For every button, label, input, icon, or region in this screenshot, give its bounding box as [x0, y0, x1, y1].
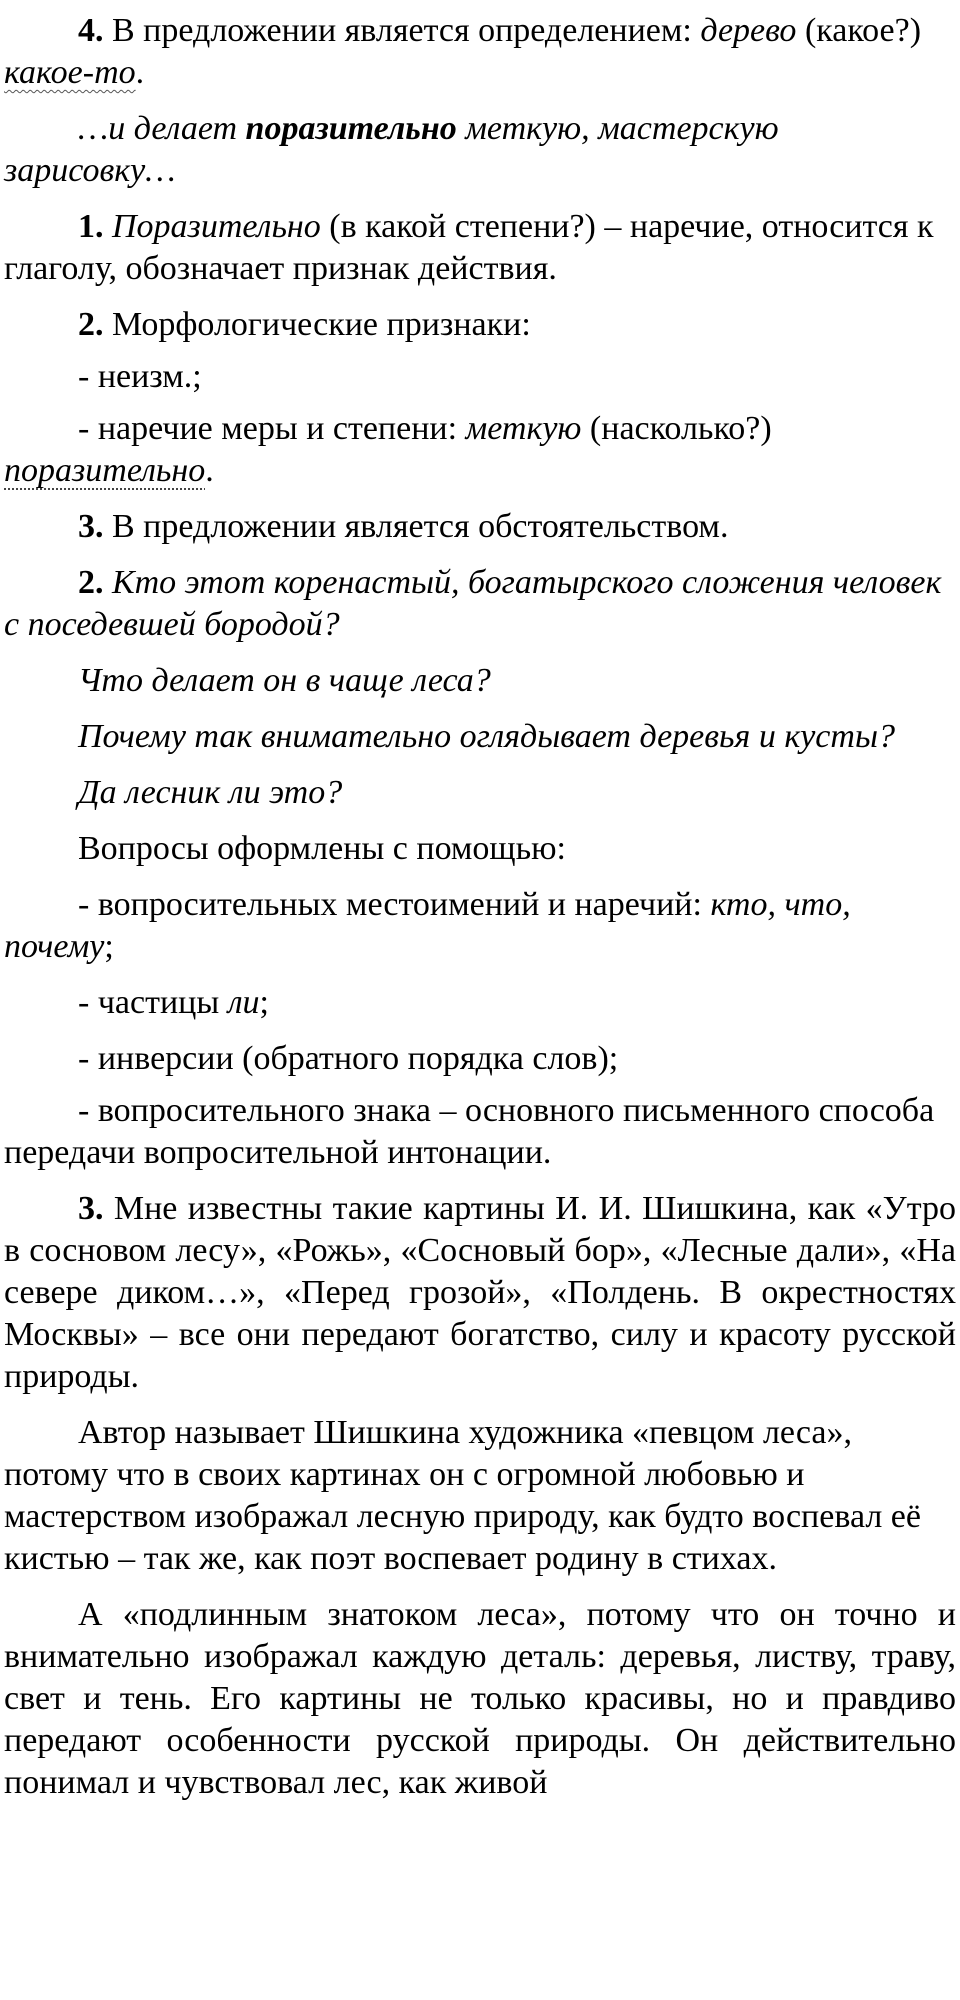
paragraph-3-paintings: [4, 1188, 956, 1398]
list-item-inversion: - инверсии (обратного порядка слов);: [78, 1040, 619, 1077]
paragraph-text: В предложении является определением:: [103, 12, 701, 49]
question-2: Что делает он в чаще леса?: [78, 662, 491, 699]
quote-sentence: [4, 108, 956, 192]
paragraph-forest-expert: А «подлинным знатоком леса», потому что он точно и внимательно изображал каждую деталь: деревья, листву, траву, свет и тень. Его картины не только красивы, но и правдиво передают особенности русской природы. Он действительно понимал и чувствовал лес, как живой: [4, 1596, 956, 1801]
paragraph-forest-singer: Автор называет Шишкина художника «певцом леса», потому что в своих картинах он с огромной любовью и мастерством изображал лесную природу, как будто воспевал её кистью – так же, как поэт воспевает родину в стихах.: [4, 1414, 921, 1577]
underlined-answer: какое-то: [4, 54, 136, 91]
list-item-pronouns: [4, 884, 956, 968]
list-item-adverb-degree: [4, 408, 956, 492]
question-1: [4, 562, 956, 646]
quote-pre: …и делает: [78, 110, 246, 147]
paragraph-4-definition: [4, 10, 956, 94]
example-word: дерево: [700, 12, 797, 49]
list-item-invariable: - неизм.;: [78, 358, 202, 395]
quote-bold-word: поразительно: [245, 110, 457, 147]
paragraph-text: - наречие меры и степени:: [78, 410, 466, 447]
paragraph-1-adverb: [4, 206, 956, 290]
example-word: ли: [227, 984, 260, 1021]
list-item-question-mark: - вопросительного знака – основного письменного способа передачи вопросительной интонации.: [4, 1092, 935, 1171]
example-word: меткую: [465, 410, 582, 447]
paragraph-text: - вопросительных местоимений и наречий:: [78, 886, 711, 923]
quote-post: меткую, мастерскую зарисовку…: [4, 110, 779, 189]
paragraph-text: Морфологические признаки:: [103, 306, 531, 343]
item-number: 4.: [78, 12, 104, 49]
punctuation: .: [205, 452, 214, 489]
paragraph-3-circumstance: [4, 506, 956, 548]
list-item-particle: [4, 982, 956, 1024]
paragraph-text: (в какой степени?) – наречие, относится к глаголу, обозначает признак действия.: [4, 208, 934, 287]
questions-intro: Вопросы оформлены с помощью:: [78, 830, 566, 867]
underlined-answer: поразительно: [4, 452, 206, 489]
item-number: 2.: [78, 564, 104, 601]
question-text: (насколько?): [581, 410, 772, 447]
example-word: Поразительно: [112, 208, 321, 245]
item-number: 3.: [78, 508, 104, 545]
paragraph-text: Мне известны такие картины И. И. Шишкина, как «Утро в сосновом лесу», «Рожь», «Сосновый бор», «Лесные дали», «На севере диком…», «Перед грозой», «Полдень. В окрестностях Москвы» – все они передают богатство, силу и красоту русской природы.: [4, 1190, 956, 1395]
question-text: (какое?): [796, 12, 922, 49]
question-4: Да лесник ли это?: [78, 774, 343, 811]
item-number: 2.: [78, 306, 104, 343]
example-words: кто, что, почему: [4, 886, 851, 965]
paragraph-2-morphology: [4, 304, 956, 346]
punctuation: ;: [104, 928, 114, 965]
paragraph-text: В предложении является обстоятельством.: [103, 508, 729, 545]
paragraph-text: - частицы: [78, 984, 228, 1021]
item-number: 1.: [78, 208, 104, 245]
question-text: Кто этот коренастый, богатырского сложения человек с поседевшей бородой?: [4, 564, 942, 643]
question-3: Почему так внимательно оглядывает деревья и кусты?: [78, 718, 895, 755]
item-number: 3.: [78, 1190, 104, 1227]
punctuation: ;: [259, 984, 269, 1021]
punctuation: .: [135, 54, 145, 91]
